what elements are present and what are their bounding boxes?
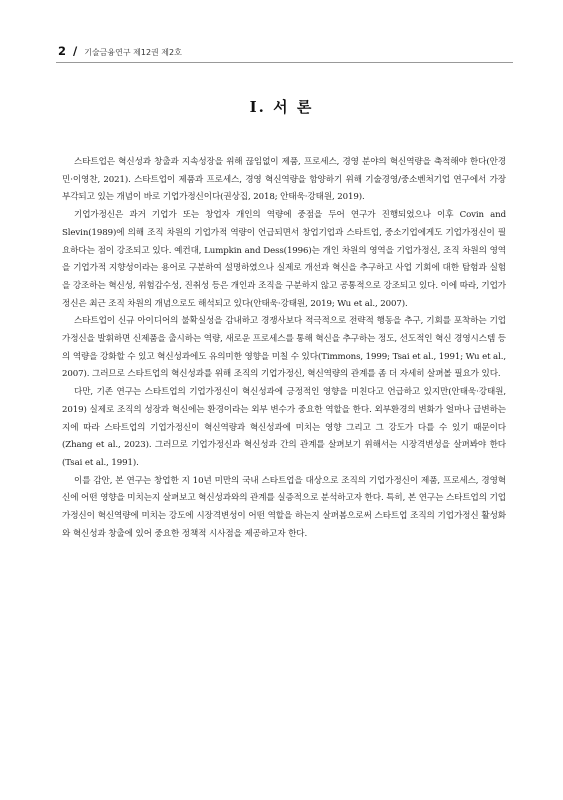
header-separator: / <box>73 44 78 58</box>
journal-title: 기술금융연구 제12권 제2호 <box>84 48 182 57</box>
section-title: Ⅰ. 서 론 <box>249 98 314 116</box>
paragraph-3: 스타트업이 신규 아이디어의 불확실성을 감내하고 경쟁사보다 적극적으로 전략적 행동을 추구, 기회를 포착하는 기업가정신을 발휘하면 신제품을 출시하는 역량, 새로운 프로세스를 통해 혁신을 추구하는 정도, 선도적인 혁신 경영시스템 등의 역량을 강화할 수 있고 혁신성과에도 유의미한 영향을 미칠 수 있다(Timmons, 1999; Tsai et al., 1991; Wu et al., 2007). 그러므로 스타트업의 혁신성과를 위해 조직의 기업가정신, 혁신역량의 관계를 좀 더 자세히 살펴볼 필요가 있다. <box>62 316 506 380</box>
paragraph-2: 기업가정신은 과거 기업가 또는 창업자 개인의 역량에 중점을 두어 연구가 진행되었으나 이후 Covin and Slevin(1989)에 의해 조직 차원의 기업가적 역량이 언급되면서 창업기업과 스타트업, 중소기업에게도 기업가정신이 필요하다는 점이 강조되고 있다. 예컨대, Lumpkin and Dess(1996)는 개인 차원의 영역을 기업가정신, 조직 차원의 영역을 기업가적 지향성이라는 용어로 구분하여 설명하였으나 실제로 개선과 혁신을 추구하고 사업 기회에 대한 탐험과 실험을 강조하는 혁신성, 위험감수성, 진취성 등은 개인과 조직을 구분하지 않고 공통적으로 강조되고 있다. 이에 따라, 기업가정신은 최근 조직 차원의 개념으로도 해석되고 있다(안태욱·강태원, 2019; Wu et al., 2007). <box>62 210 506 309</box>
header-rule <box>56 62 513 63</box>
page-number: 2 <box>58 44 67 58</box>
paragraph-5: 이를 감안, 본 연구는 창업한 지 10년 미만의 국내 스타트업을 대상으로 조직의 기업가정신이 제품, 프로세스, 경영혁신에 어떤 영향을 미치는지 살펴보고 혁신성과와의 관계를 실증적으로 분석하고자 한다. 특히, 본 연구는 스타트업의 기업가정신이 혁신역량에 미치는 강도에 시장격변성이 어떤 역할을 하는지 살펴봄으로써 스타트업 조직의 기업가정신 활성화와 혁신성과 창출에 있어 중요한 정책적 시사점을 제공하고자 한다. <box>62 475 506 539</box>
paragraph-4: 다만, 기존 연구는 스타트업의 기업가정신이 혁신성과에 긍정적인 영향을 미친다고 언급하고 있지만(안태욱·강태원, 2019) 실제로 조직의 성장과 혁신에는 환경이라는 외부 변수가 중요한 역할을 한다. 외부환경의 변화가 얼마나 급변하는지에 따라 스타트업의 기업가정신이 혁신역량과 혁신성과에 미치는 영향 그리고 그 강도가 다를 수 있기 때문이다(Zhang et al., 2023). 그러므로 기업가정신과 혁신성과 간의 관계를 살펴보기 위해서는 시장격변성을 살펴봐야 한다(Tsai et al., 1991). <box>62 387 506 468</box>
running-header <box>58 44 182 60</box>
paragraph-1: 스타트업은 혁신성과 창출과 지속성장을 위해 끊임없이 제품, 프로세스, 경영 분야의 혁신역량을 축적해야 한다(안경민·이영찬, 2021). 스타트업이 제품과 프로세스, 경영 혁신역량을 함양하기 위해 기술경영/중소벤처기업 연구에서 가장 부각되고 있는 개념이 바로 기업가정신이다(권상집, 2018; 안태욱·강태원, 2019). <box>62 157 506 203</box>
body-text <box>62 154 506 543</box>
